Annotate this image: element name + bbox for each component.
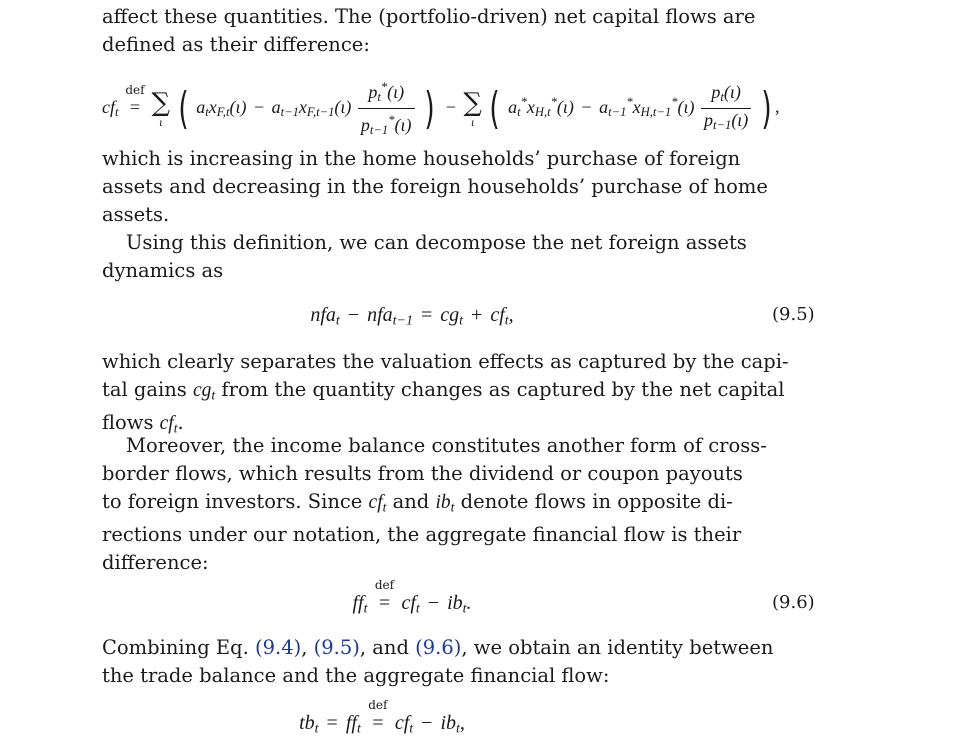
eq-term-home-lag: $a_{t-1}x_{F,t-1}(\iota)$ (271, 96, 352, 119)
text-line: the trade balance and the aggregate financial flow: (102, 664, 610, 687)
fraction-foreign-price: $\frac{p_t^*(\iota)}{p_{t-1}^*(\iota)}$ (358, 76, 415, 141)
text-line: Moreover, the income balance constitutes another form of cross- (126, 434, 767, 457)
text-line: defined as their difference: (102, 33, 370, 56)
text-line: assets. (102, 203, 170, 226)
fraction-home-price: $\frac{p_t(\iota)}{p_{t-1}(\iota)}$ (701, 81, 751, 136)
sum-symbol: ∑ ι (151, 87, 171, 129)
text-line: Using this definition, we can decompose the net foreign assets (126, 231, 747, 254)
def-equals: def = (374, 578, 395, 614)
text-line: Combining Eq. (9.4), (9.5), and (9.6), we obtain an identity between (102, 636, 774, 659)
text-line: which is increasing in the home households’ purchase of foreign (102, 147, 741, 170)
equation-cf-definition: $cf_t$ def = ∑ ι ( $a_tx_{F,t}(\iota) - a_{t-1}x_{F,t-1}(\iota)$ $\frac{p_t^*(\iota)}{p_{t-1}^*(\iota)}$ ) − ∑ ι ( $a_t^*x_{H,t}^*(\iota) - a_{t-1}^*x_{H,t-1}^*(\iota)$ $\frac{p_t(\iota)}{p_{t-1}(\iota)}$ ) , (102, 62, 862, 138)
equation-number: (9.5) (772, 304, 815, 325)
paragraph-cf-interpretation (102, 145, 768, 229)
equation-trade-balance-body: $tb_t = ff_t$ def = $cf_t - ib_t$, (299, 698, 465, 737)
text-line: flows $cf_t$. (102, 411, 184, 436)
text-line: rections under our notation, the aggregate financial flow is their (102, 523, 742, 547)
def-equals: def = (368, 698, 388, 734)
equation-number: (9.6) (772, 592, 815, 613)
equation-9-6-body: $ff_t$ def = $cf_t - ib_t$. (352, 578, 472, 617)
eq-term-foreign-purchase: $a_t^*x_{H,t}^*(\iota)$ (508, 94, 574, 119)
text-line: which clearly separates the valuation effects as captured by the capi- (102, 350, 789, 373)
eq-lhs: $cf_t$ (102, 96, 119, 119)
def-equals: def = (125, 82, 145, 117)
equation-ref-9-5[interactable]: (9.5) (313, 636, 360, 659)
paragraph-combining (102, 634, 774, 690)
text-line: dynamics as (102, 259, 224, 282)
text-line: difference: (102, 551, 209, 575)
equation-ref-9-6[interactable]: (9.6) (415, 636, 462, 659)
sum-symbol: ∑ ι (463, 87, 482, 129)
paragraph-income-balance (102, 432, 767, 577)
eq-term-foreign-lag: $a_{t-1}^*x_{H,t-1}^*(\iota)$ (599, 94, 695, 119)
text-line: border flows, which results from the dividend or coupon payouts (102, 462, 743, 485)
text-line: assets and decreasing in the foreign households’ purchase of home (102, 175, 768, 198)
text-line: to foreign investors. Since $cf_t$ and $ib_t$ denote flows in opposite di- (102, 490, 733, 515)
equation-9-5-body: $nfa_t - nfa_{t-1} = cg_t + cf_t$, (310, 304, 514, 329)
paragraph-decompose (102, 229, 747, 285)
text-line: affect these quantities. The (portfolio-driven) net capital flows are (102, 5, 756, 28)
equation-ref-9-4[interactable]: (9.4) (255, 636, 302, 659)
text-line: tal gains $cg_t$ from the quantity changes as captured by the net capital (102, 378, 785, 403)
paragraph-intro (102, 3, 756, 59)
paragraph-separates (102, 348, 789, 443)
eq-term-home-purchase: $a_tx_{F,t}(\iota)$ (196, 96, 247, 119)
